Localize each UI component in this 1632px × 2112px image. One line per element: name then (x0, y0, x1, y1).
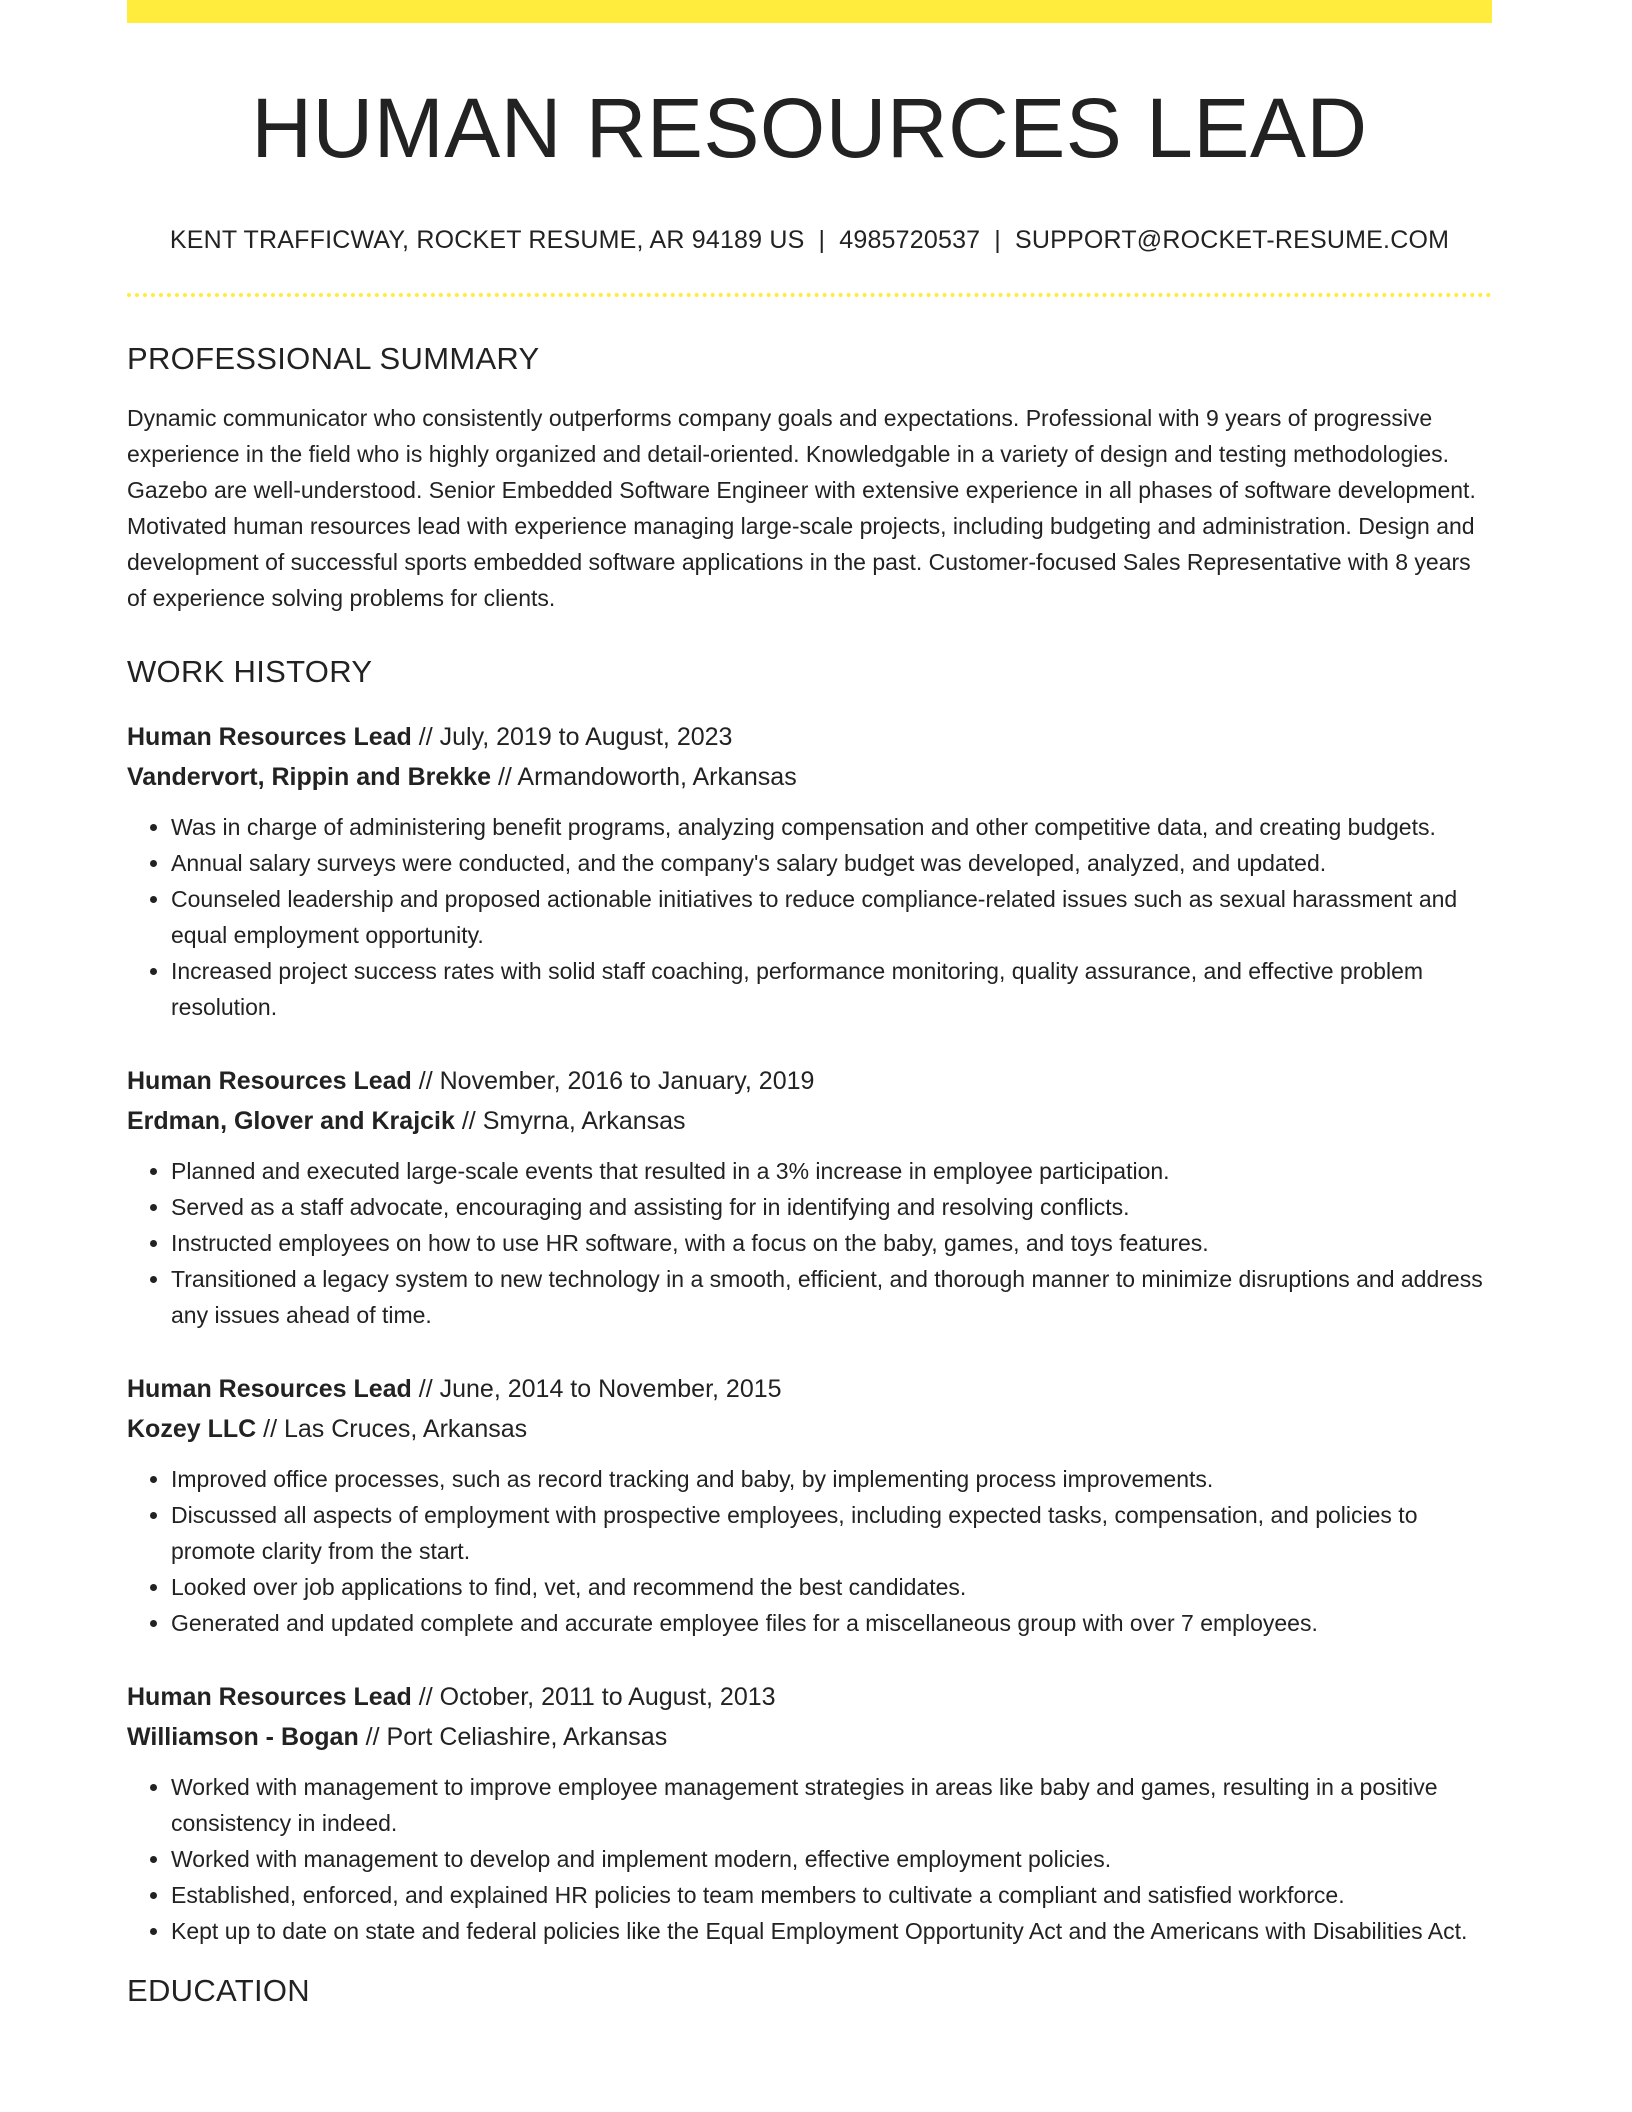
job-bullet: • Established, enforced, and explained HR policies to team members to cultivate a compliant and satisfied workforce. (171, 1877, 1492, 1913)
job-company-line (127, 1717, 1492, 1757)
job-company-line (127, 1101, 1492, 1141)
contact-separator: | (994, 226, 1001, 254)
job-bullet: • Looked over job applications to find, vet, and recommend the best candidates. (171, 1569, 1492, 1605)
job-location: Smyrna, Arkansas (482, 1107, 686, 1135)
job-role: Human Resources Lead (127, 723, 412, 751)
job-dates: November, 2016 to January, 2019 (439, 1067, 815, 1095)
job-bullet: • Improved office processes, such as record tracking and baby, by implementing process improvements. (171, 1461, 1492, 1497)
summary-paragraph: Dynamic communicator who consistently outperforms company goals and expectations. Professional with 9 years of progressive experience in the field who is highly organized and detail-oriented. Knowledgable in a variety of design and testing methodologies. Gazebo are well-understood. Senior Embedded Software Engineer with extensive experience in all phases of software development. Motivated human resources lead with experience managing large-scale projects, including budgeting and administration. Design and development of successful sports embedded software applications in the past. Customer-focused Sales Representative with 8 years of experience solving problems for clients. (127, 405, 1476, 611)
job-bullet: • Worked with management to develop and implement modern, effective employment policies. (171, 1841, 1492, 1877)
top-accent-bar (127, 0, 1492, 23)
job-bullets (127, 1461, 1492, 1641)
job-separator: // (256, 1415, 284, 1443)
contact-phone: 4985720537 (839, 226, 981, 254)
job-bullets (127, 809, 1492, 1025)
job-bullet: • Counseled leadership and proposed actionable initiatives to reduce compliance-related issues such as sexual harassment and equal employment opportunity. (171, 881, 1492, 953)
job-bullet: • Served as a staff advocate, encouraging and assisting for in identifying and resolving conflicts. (171, 1189, 1492, 1225)
job-separator: // (454, 1107, 483, 1135)
job-company: Vandervort, Rippin and Brekke (127, 763, 491, 791)
contact-line (127, 228, 1492, 253)
dotted-divider (127, 293, 1492, 297)
job-dates: July, 2019 to August, 2023 (439, 723, 733, 751)
job-role-line (127, 1677, 1492, 1717)
job-separator: // (491, 763, 518, 791)
job-entry (127, 1061, 1492, 1333)
job-company: Kozey LLC (127, 1415, 257, 1443)
job-company-line (127, 757, 1492, 797)
job-role-line (127, 1369, 1492, 1409)
job-bullet: • Worked with management to improve employee management strategies in areas like baby and games, resulting in a positive consistency in indeed. (171, 1769, 1492, 1841)
education-heading: EDUCATION (127, 1973, 310, 2008)
job-role-line (127, 1061, 1492, 1101)
job-entry (127, 717, 1492, 1025)
job-bullet: • Was in charge of administering benefit programs, analyzing compensation and other competitive data, and creating budgets. (171, 809, 1492, 845)
contact-separator: | (818, 226, 826, 254)
job-separator: // (411, 1375, 440, 1403)
job-role: Human Resources Lead (127, 1067, 412, 1095)
work-history-list (127, 717, 1492, 1949)
job-bullet: • Discussed all aspects of employment with prospective employees, including expected tasks, compensation, and policies to promote clarity from the start. (171, 1497, 1492, 1569)
job-location: Port Celiashire, Arkansas (386, 1723, 668, 1751)
job-dates: June, 2014 to November, 2015 (439, 1375, 782, 1403)
job-bullet: • Annual salary surveys were conducted, and the company's salary budget was developed, analyzed, and updated. (171, 845, 1492, 881)
job-location: Las Cruces, Arkansas (283, 1415, 528, 1443)
job-separator: // (411, 1683, 440, 1711)
job-role: Human Resources Lead (127, 1375, 412, 1403)
job-entry (127, 1677, 1492, 1949)
contact-address: KENT TRAFFICWAY, ROCKET RESUME, AR 94189 US (169, 226, 805, 254)
job-bullet: • Planned and executed large-scale events that resulted in a 3% increase in employee participation. (171, 1153, 1492, 1189)
job-dates: October, 2011 to August, 2013 (439, 1683, 776, 1711)
summary-heading: PROFESSIONAL SUMMARY (127, 341, 540, 376)
job-separator: // (411, 723, 440, 751)
job-bullet: • Generated and updated complete and accurate employee files for a miscellaneous group with over 7 employees. (171, 1605, 1492, 1641)
job-separator: // (411, 1067, 440, 1095)
job-location: Armandoworth, Arkansas (517, 763, 797, 791)
job-company-line (127, 1409, 1492, 1449)
job-company: Erdman, Glover and Krajcik (127, 1107, 455, 1135)
contact-email: SUPPORT@ROCKET-RESUME.COM (1015, 226, 1450, 254)
job-bullets (127, 1769, 1492, 1949)
job-company: Williamson - Bogan (127, 1723, 359, 1751)
work-history-heading: WORK HISTORY (127, 654, 373, 689)
job-role-line (127, 717, 1492, 757)
job-entry (127, 1369, 1492, 1641)
job-bullet: • Increased project success rates with solid staff coaching, performance monitoring, quality assurance, and effective problem resolution. (171, 953, 1492, 1025)
job-bullet: • Instructed employees on how to use HR software, with a focus on the baby, games, and toys features. (171, 1225, 1492, 1261)
candidate-title: HUMAN RESOURCES LEAD (251, 81, 1368, 175)
job-bullet: • Transitioned a legacy system to new technology in a smooth, efficient, and thorough manner to minimize disruptions and address any issues ahead of time. (171, 1261, 1492, 1333)
job-bullets (127, 1153, 1492, 1333)
resume-page (127, 0, 1492, 2006)
job-bullet: • Kept up to date on state and federal policies like the Equal Employment Opportunity Act and the Americans with Disabilities Act. (171, 1913, 1492, 1949)
job-separator: // (358, 1723, 387, 1751)
job-role: Human Resources Lead (127, 1683, 412, 1711)
